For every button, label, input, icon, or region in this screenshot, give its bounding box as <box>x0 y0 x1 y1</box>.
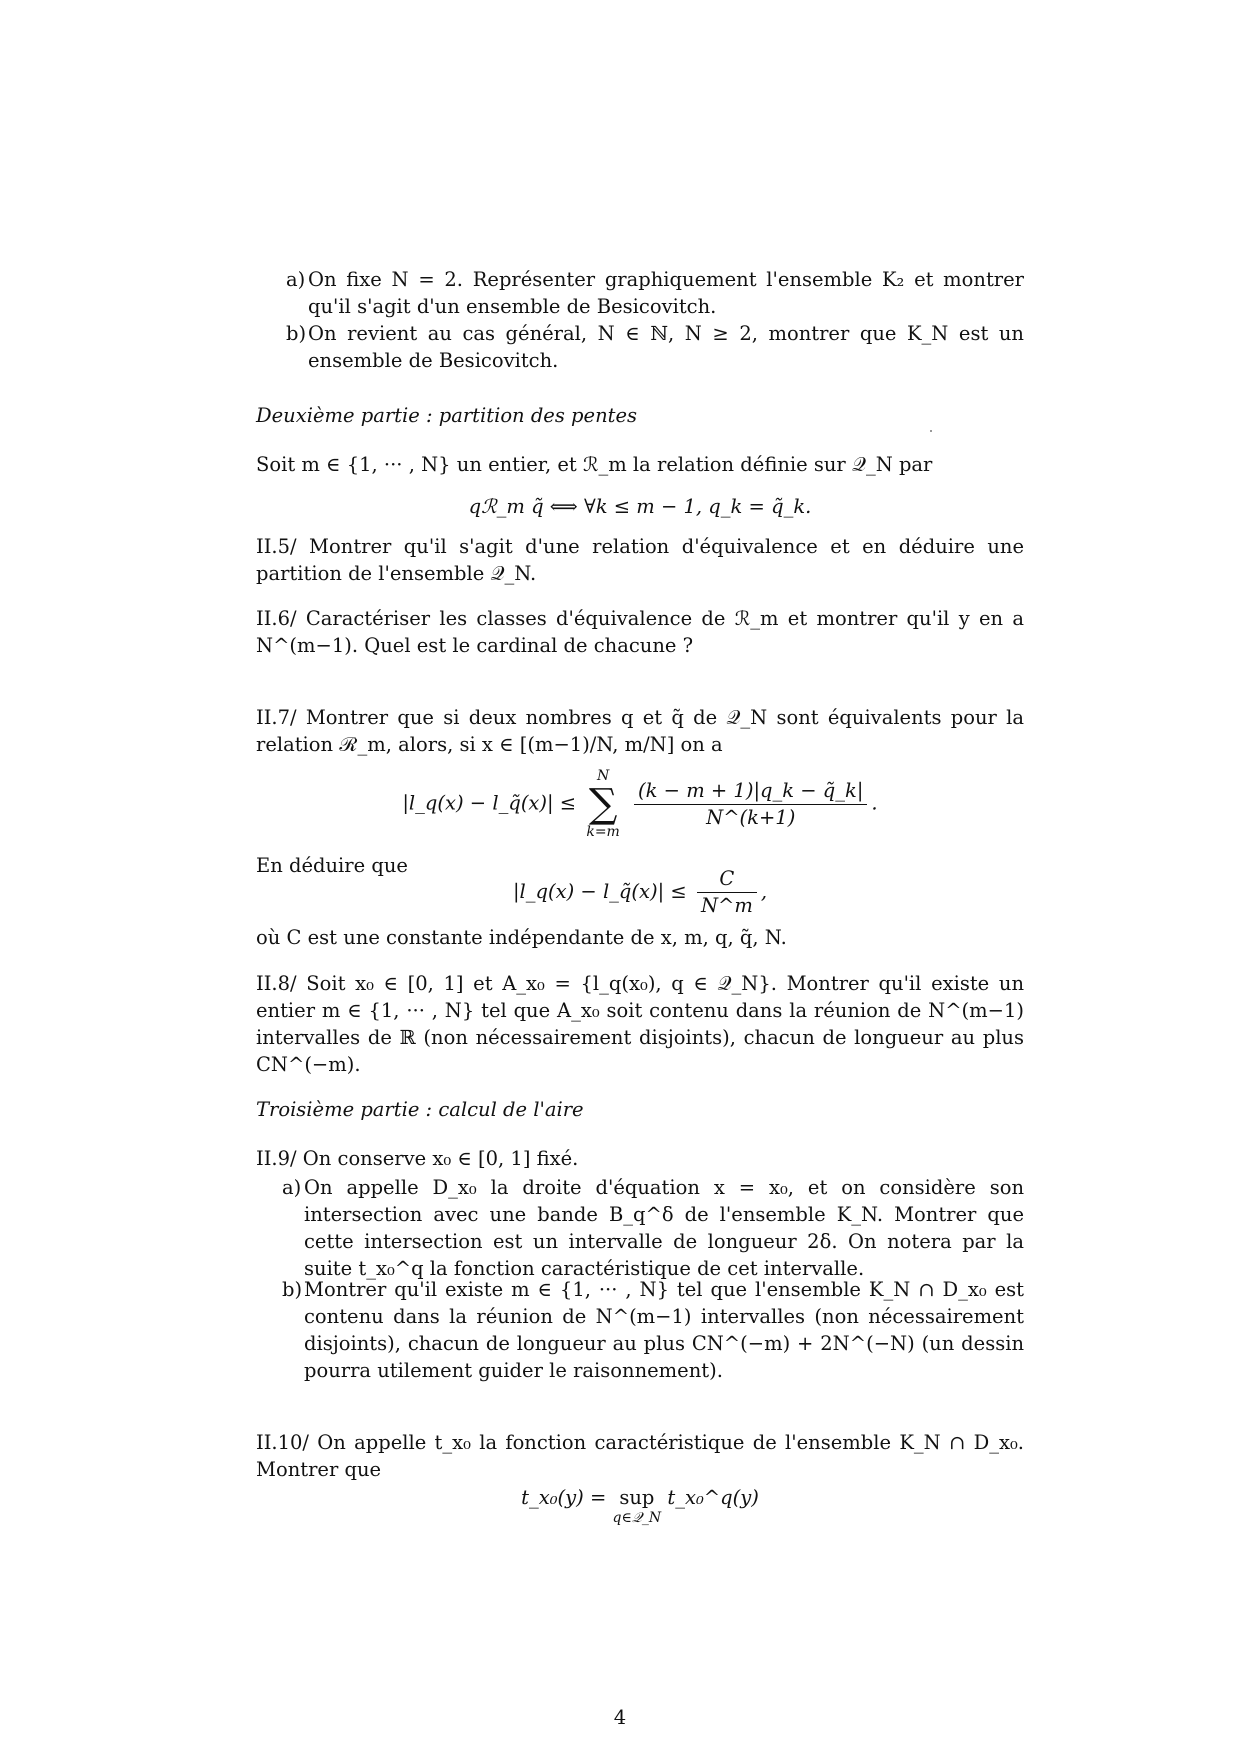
sum-lower: k=m <box>586 824 620 840</box>
inequality-sum: |l_q(x) − l_q̃(x)| ≤ N ∑ k=m $\frac{(k - m + 1)|q\_k - q̃\_k|}{N\^{}(k+1)}$ . <box>402 768 878 840</box>
sup-subscript: q∈𝒬_N <box>612 1510 662 1526</box>
ineq-lhs: |l_q(x) − l_q̃(x)| ≤ <box>402 791 577 815</box>
sup-operator <box>613 1484 662 1525</box>
relation-equation: qℛ_m q̃ ⟺ ∀k ≤ m − 1, q_k = q̃_k. <box>468 495 812 518</box>
constant-remark: où C est une constante indépendante de x, m, q, q̃, N. <box>256 926 787 949</box>
const-fraction <box>697 866 757 919</box>
sigma-icon: ∑ <box>588 781 618 827</box>
question-II6: II.6/ Caractériser les classes d'équivalence de ℛ_m et montrer qu'il y en a N^(m−1). Quel est le cardinal de chacune ? <box>256 607 1024 657</box>
scan-speck <box>930 430 932 432</box>
question-II5: II.5/ Montrer qu'il s'agit d'une relation d'équivalence et en déduire une partition de l'ensemble 𝒬_N. <box>256 535 1024 585</box>
sum-denominator: N^(k+1) <box>706 805 796 829</box>
question-II8: II.8/ Soit x₀ ∈ [0, 1] et A_x₀ = {l_q(x₀), q ∈ 𝒬_N}. Montrer qu'il existe un entier m ∈ {1, ··· , N} tel que A_x₀ soit contenu dans la réunion de N^(m−1) intervalles de ℝ (non nécessairement disjoints), chacun de longueur au plus CN^(−m). <box>256 972 1024 1076</box>
item-b <box>286 320 1024 374</box>
item-b-text: On revient au cas général, N ∈ ℕ, N ≥ 2, montrer que K_N est un ensemble de Besicovitch. <box>308 322 1024 372</box>
sup-lhs: t_x₀(y) = <box>521 1486 607 1509</box>
item-a <box>286 266 1024 320</box>
sum-symbol <box>586 768 620 840</box>
item-a-text: On fixe N = 2. Représenter graphiquement l'ensemble K₂ et montrer qu'il s'agit d'un ensemble de Besicovitch. <box>308 268 1024 318</box>
part3-heading: Troisième partie : calcul de l'aire <box>256 1098 584 1121</box>
question-II7-intro: II.7/ Montrer que si deux nombres q et q̃ de 𝒬_N sont équivalents pour la relation ℛ_m, alors, si x ∈ [(m−1)/N, m/N] on a <box>256 706 1024 756</box>
question-II10: II.10/ On appelle t_x₀ la fonction caractéristique de l'ensemble K_N ∩ D_x₀. Montrer que <box>256 1431 1024 1481</box>
inequality-constant: |l_q(x) − l_q̃(x)| ≤ $\frac{C}{N\^{}m}$ , <box>512 867 768 917</box>
const-denominator: N^m <box>700 894 753 917</box>
deduce-label: En déduire que <box>256 854 408 877</box>
part2-intro: Soit m ∈ {1, ··· , N} un entier, et ℛ_m la relation définie sur 𝒬_N par <box>256 453 933 476</box>
part2-heading: Deuxième partie : partition des pentes <box>256 404 638 427</box>
sup-rhs: t_x₀^q(y) <box>667 1486 759 1509</box>
ineq2-lhs: |l_q(x) − l_q̃(x)| ≤ <box>512 880 687 903</box>
item-II9b <box>282 1276 1024 1384</box>
const-numerator: C <box>697 866 757 893</box>
page-number: 4 <box>613 1706 627 1729</box>
sum-upper: N <box>596 768 610 784</box>
item-b-label: b) <box>286 322 307 345</box>
sup-word: sup <box>619 1486 655 1509</box>
item-II9b-text: Montrer qu'il existe m ∈ {1, ··· , N} tel que l'ensemble K_N ∩ D_x₀ est contenu dans la réunion de N^(m−1) intervalles (non nécessairement disjoints), chacun de longueur au plus CN^(−m) + 2N^(−N) (un dessin pourra utilement guider le raisonnement). <box>304 1278 1024 1382</box>
item-II9a-label: a) <box>282 1176 302 1199</box>
item-II9a <box>282 1174 1024 1282</box>
sum-numerator: (k − m + 1)|q_k − q̃_k| <box>634 778 867 805</box>
item-a-label: a) <box>286 268 306 291</box>
item-II9b-label: b) <box>282 1278 303 1301</box>
sum-fraction <box>634 778 867 831</box>
item-II9a-text: On appelle D_x₀ la droite d'équation x = x₀, et on considère son intersection avec une bande B_q^δ de l'ensemble K_N. Montrer que cette intersection est un intervalle de longueur 2δ. On notera par la suite t_x₀^q la fonction caractéristique de cet intervalle. <box>304 1176 1024 1280</box>
question-II9-intro: II.9/ On conserve x₀ ∈ [0, 1] fixé. <box>256 1147 579 1170</box>
sup-equation <box>256 1484 1024 1525</box>
